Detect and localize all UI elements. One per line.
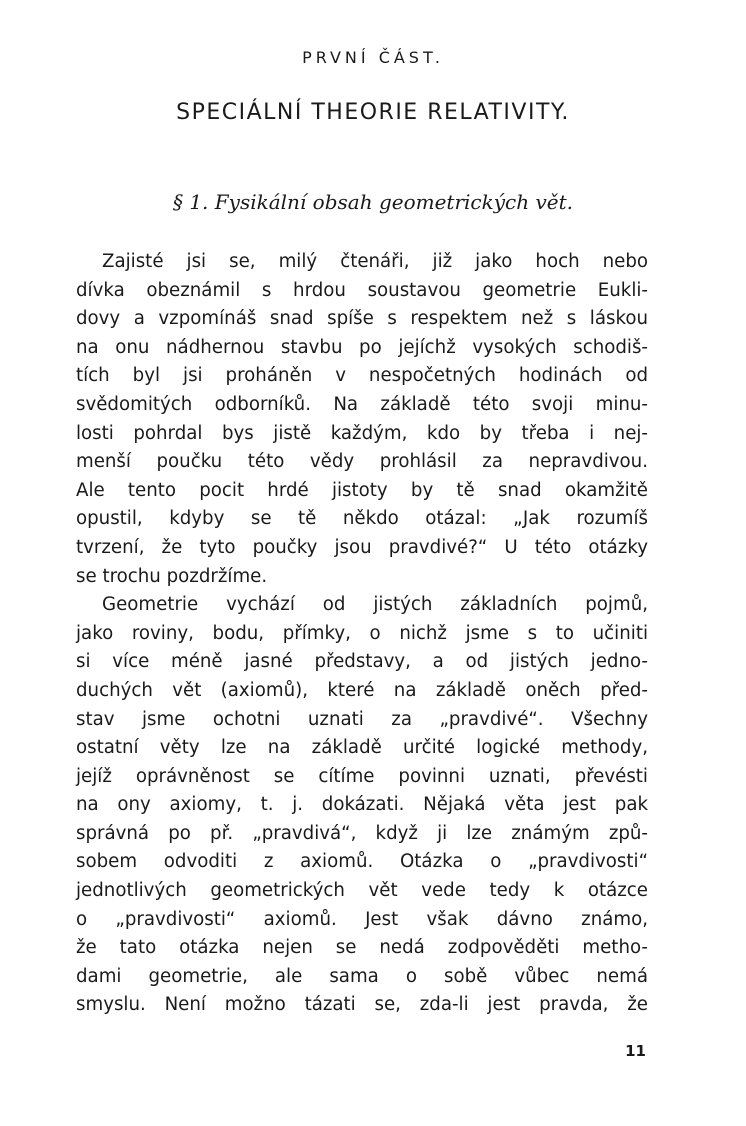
- text-line: sobem odvoditi z axiomů. Otázka o „pravdivosti“: [76, 851, 648, 873]
- text-line: dovy a vzpomínáš snad spíše s respektem než s láskou: [76, 308, 648, 330]
- text-line: na onu nádhernou stavbu po jejíchž vysokých schodiš-: [76, 336, 648, 358]
- part-label: PRVNÍ ČÁST.: [302, 48, 444, 67]
- text-line: Ale tento pocit hrdé jistoty by tě snad okamžitě: [76, 479, 648, 501]
- text-line: že tato otázka nejen se nedá zodpověděti metho-: [76, 937, 648, 959]
- text-line: losti pohrdal bys jistě každým, kdo by třeba i nej-: [76, 422, 648, 444]
- text-line: smyslu. Není možno tázati se, zda-li jest pravda, že: [76, 994, 648, 1016]
- text-line: si více méně jasné představy, a od jistých jedno-: [76, 651, 648, 673]
- text-line: dami geometrie, ale sama o sobě vůbec nemá: [76, 965, 648, 987]
- text-line: duchých vět (axiomů), které na základě oněch před-: [76, 679, 648, 701]
- text-line: tích byl jsi proháněn v nespočetných hodinách od: [76, 365, 648, 387]
- text-line: jako roviny, bodu, přímky, o nichž jsme s to učiniti: [76, 622, 648, 644]
- text-line: svědomitých odborníků. Na základě této svoji minu-: [76, 393, 648, 415]
- text-line: na ony axiomy, t. j. dokázati. Nějaká věta jest pak: [76, 794, 648, 816]
- paragraph-2: [76, 591, 648, 1020]
- text-line: Geometrie vychází od jistých základních pojmů,: [102, 594, 648, 616]
- text-line: se trochu pozdržíme.: [76, 565, 268, 587]
- text-line: jednotlivých geometrických vět vede tedy k otázce: [76, 880, 648, 902]
- text-line: tvrzení, že tyto poučky jsou pravdivé?“ U této otázky: [76, 536, 648, 558]
- section-heading: § 1. Fysikální obsah geometrických vět.: [172, 190, 574, 214]
- paragraph-1: [76, 248, 648, 591]
- text-line: ostatní věty lze na základě určité logické methody,: [76, 737, 648, 759]
- page-number: 11: [625, 1042, 646, 1060]
- text-line: opustil, kdyby se tě někdo otázal: „Jak rozumíš: [76, 508, 648, 530]
- text-line: o „pravdivosti“ axiomů. Jest však dávno známo,: [76, 908, 648, 930]
- body-text: [76, 248, 648, 1020]
- text-line: menší poučku této vědy prohlásil za nepravdivou.: [76, 451, 648, 473]
- text-line: jejíž oprávněnost se cítíme povinni uznati, převésti: [76, 765, 648, 787]
- chapter-title: SPECIÁLNÍ THEORIE RELATIVITY.: [176, 100, 570, 125]
- text-line: Zajisté jsi se, milý čtenáři, již jako hoch nebo: [102, 251, 648, 272]
- text-line: stav jsme ochotni uznati za „pravdivé“. Všechny: [76, 708, 648, 730]
- text-line: dívka obeznámil s hrdou soustavou geometrie Eukli-: [76, 279, 648, 301]
- text-line: správná po př. „pravdivá“, když ji lze známým způ-: [76, 822, 648, 844]
